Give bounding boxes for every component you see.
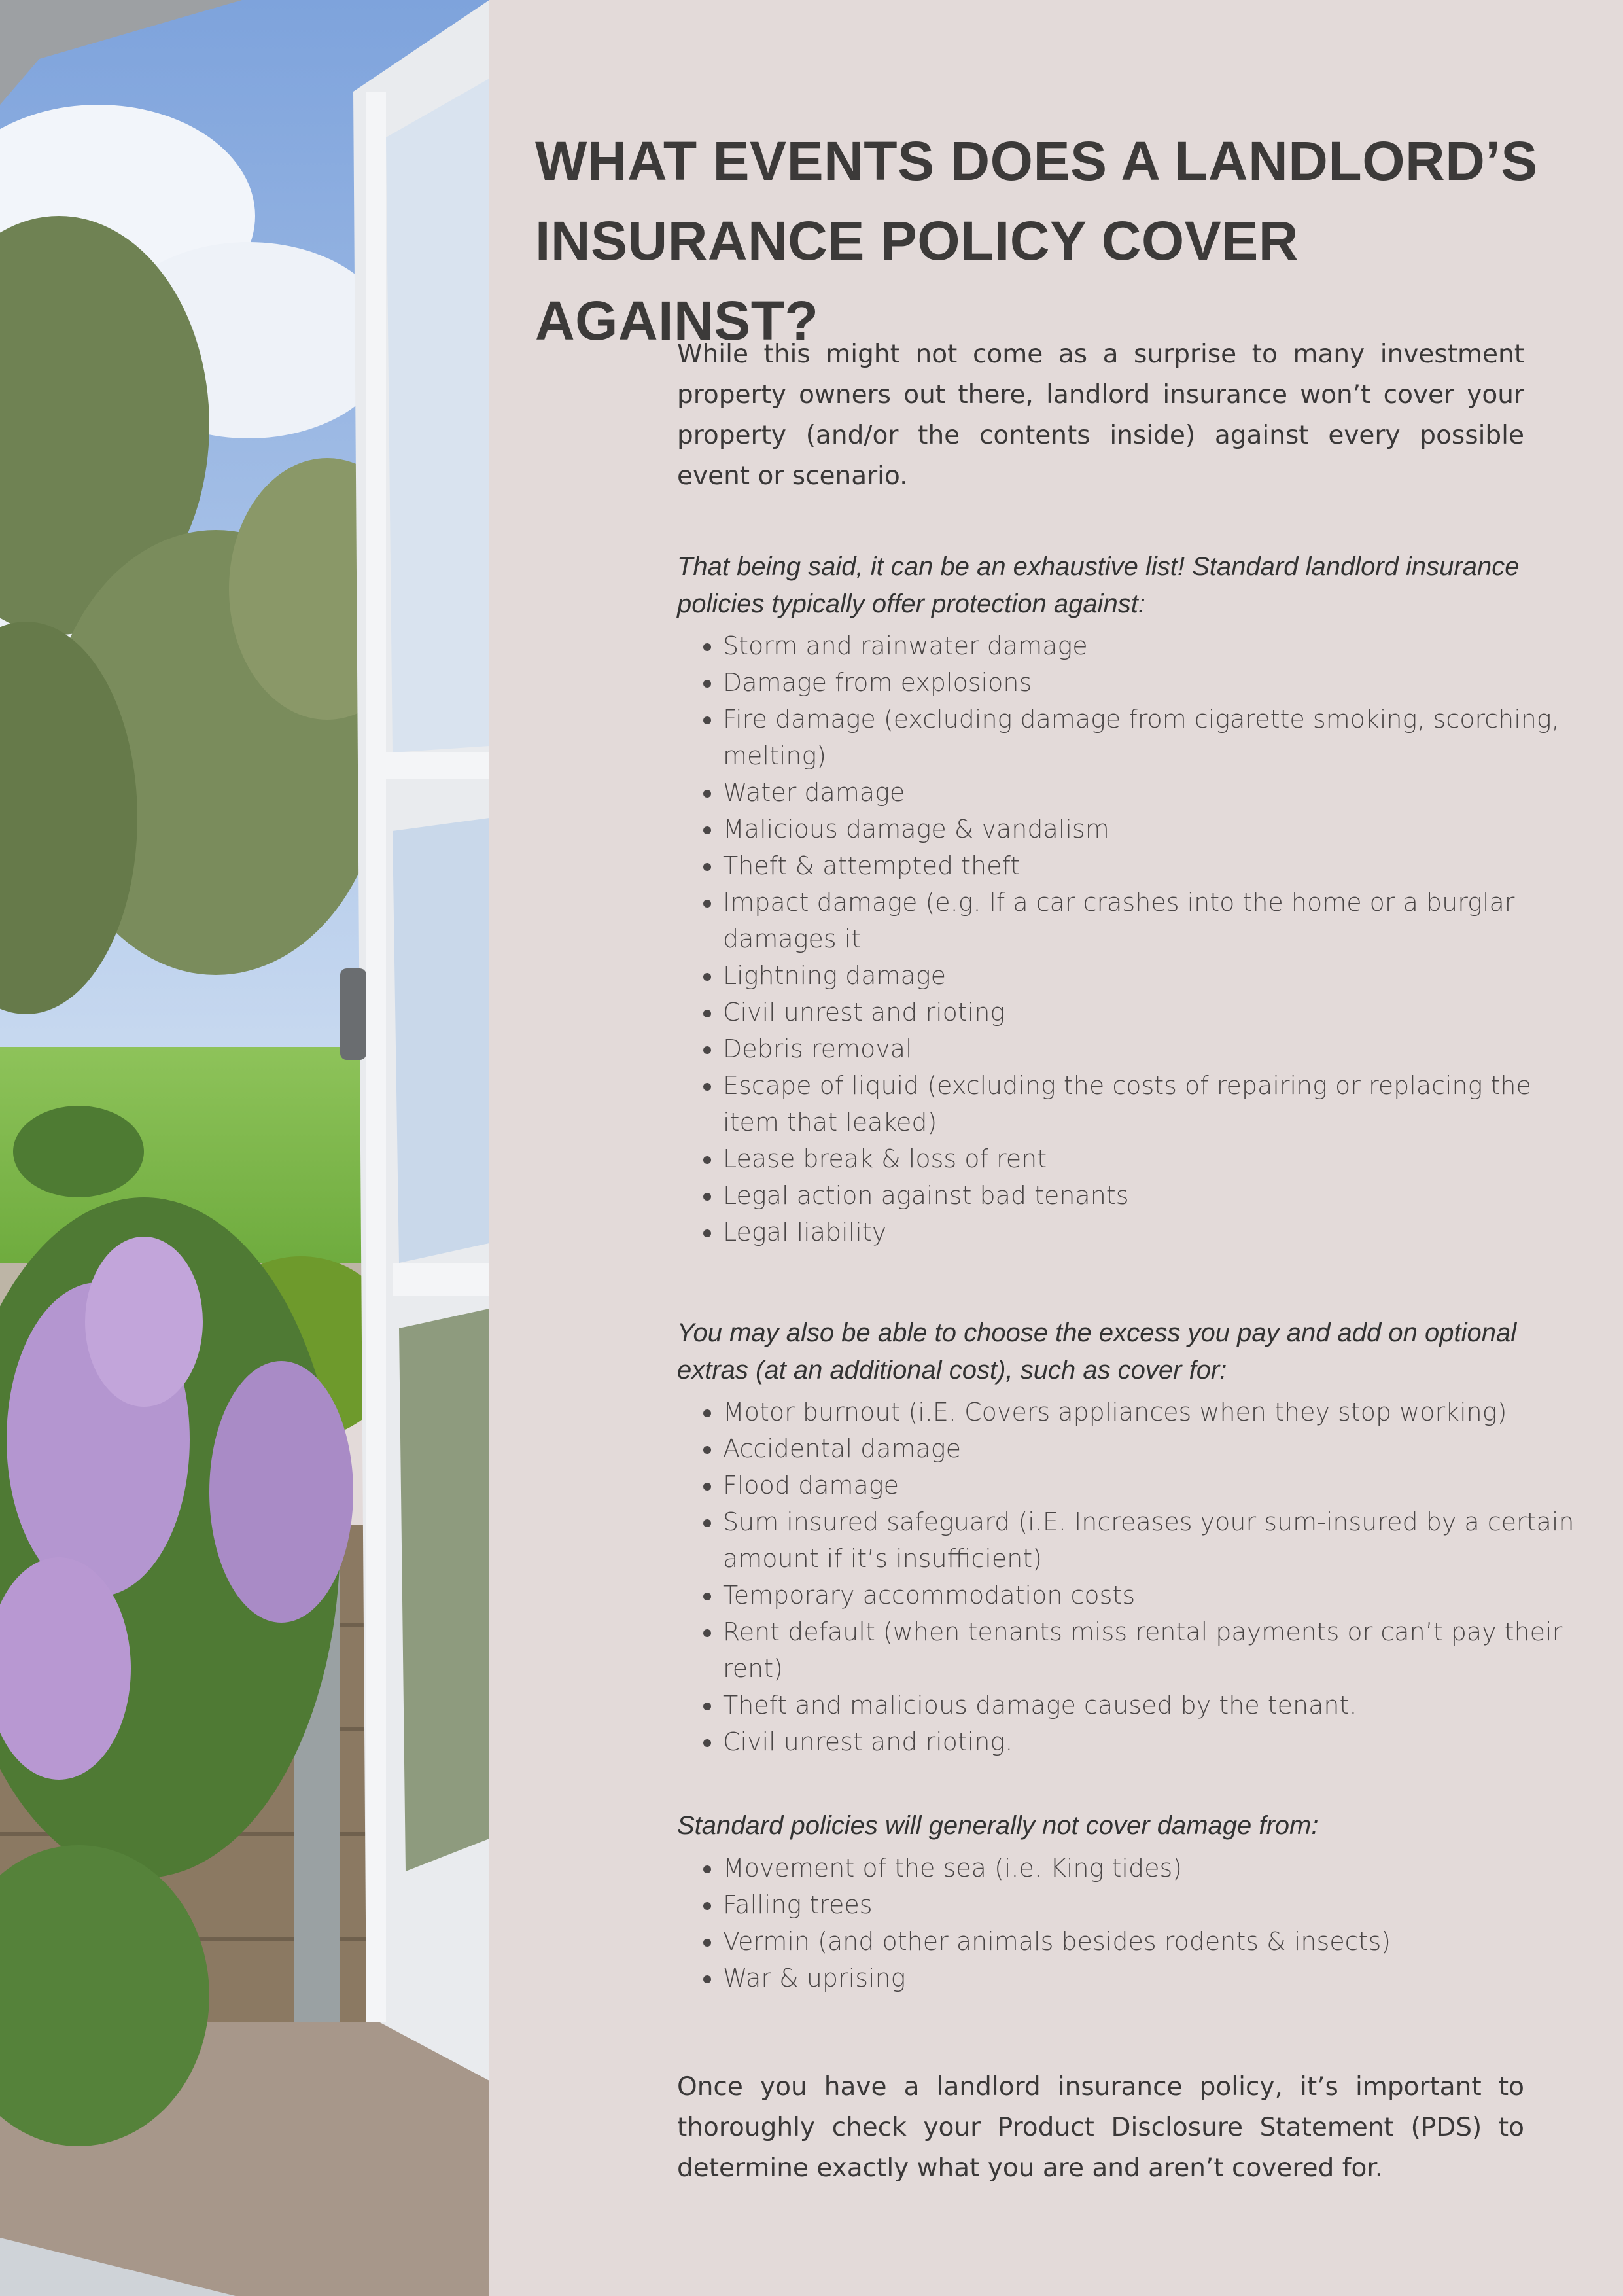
garden-window-photo [0, 0, 489, 2296]
list-item: • Sum insured safeguard (i.E. Increases your sum-insured by a certain amount if it’s insufficient) [723, 1504, 1586, 1577]
list-item: • Motor burnout (i.E. Covers appliances when they stop working) [723, 1394, 1586, 1430]
list-item: • Rent default (when tenants miss rental payments or can’t pay their rent) [723, 1614, 1586, 1687]
list-item: • Malicious damage & vandalism [723, 811, 1586, 847]
list-item: • Theft and malicious damage caused by the tenant. [723, 1687, 1586, 1723]
list-item: • Movement of the sea (i.e. King tides) [723, 1850, 1586, 1886]
list-item: • Civil unrest and rioting. [723, 1723, 1586, 1760]
list-item: • Fire damage (excluding damage from cigarette smoking, scorching, melting) [723, 701, 1586, 774]
list-item: • Lease break & loss of rent [723, 1140, 1586, 1177]
list-item: • Falling trees [723, 1886, 1586, 1923]
list-item: • War & uprising [723, 1960, 1586, 1996]
list-item: • Escape of liquid (excluding the costs of repairing or replacing the item that leaked) [723, 1067, 1586, 1140]
list-item: • Legal action against bad tenants [723, 1177, 1586, 1214]
exclusions-lead: Standard policies will generally not cover damage from: [677, 1811, 1319, 1840]
optional-extras-lead: You may also be able to choose the excess you pay and add on optional extras (at an additional cost), such as cover for: [677, 1318, 1517, 1385]
list-item: • Damage from explosions [723, 664, 1586, 701]
list-item: • Legal liability [723, 1214, 1586, 1250]
optional-extras-list [677, 1394, 1586, 1760]
list-item: • Vermin (and other animals besides rodents & insects) [723, 1923, 1586, 1960]
list-item: • Temporary accommodation costs [723, 1577, 1586, 1614]
list-item: • Water damage [723, 774, 1586, 811]
list-item: • Accidental damage [723, 1430, 1586, 1467]
closing-paragraph: Once you have a landlord insurance policy, it’s important to thoroughly check your Product Disclosure Statement (PDS) to determine exactly what you are and aren’t covered for. [677, 2072, 1524, 2183]
page-title: WHAT EVENTS DOES A LANDLORD’S INSURANCE POLICY COVER AGAINST? [535, 130, 1538, 351]
list-item: • Debris removal [723, 1031, 1586, 1067]
intro-paragraph: While this might not come as a surprise to many investment property owners out there, landlord insurance won’t cover your property (and/or the contents inside) against every possible event or scenario. [677, 340, 1524, 491]
list-item: • Flood damage [723, 1467, 1586, 1504]
list-item: • Theft & attempted theft [723, 847, 1586, 884]
standard-cover-lead: That being said, it can be an exhaustive list! Standard landlord insurance policies typically offer protection against: [677, 552, 1520, 618]
list-item: • Storm and rainwater damage [723, 627, 1586, 664]
standard-cover-list [677, 627, 1586, 1250]
list-item: • Impact damage (e.g. If a car crashes into the home or a burglar damages it [723, 884, 1586, 957]
list-item: • Lightning damage [723, 957, 1586, 994]
exclusions-list [677, 1850, 1586, 1996]
list-item: • Civil unrest and rioting [723, 994, 1586, 1031]
